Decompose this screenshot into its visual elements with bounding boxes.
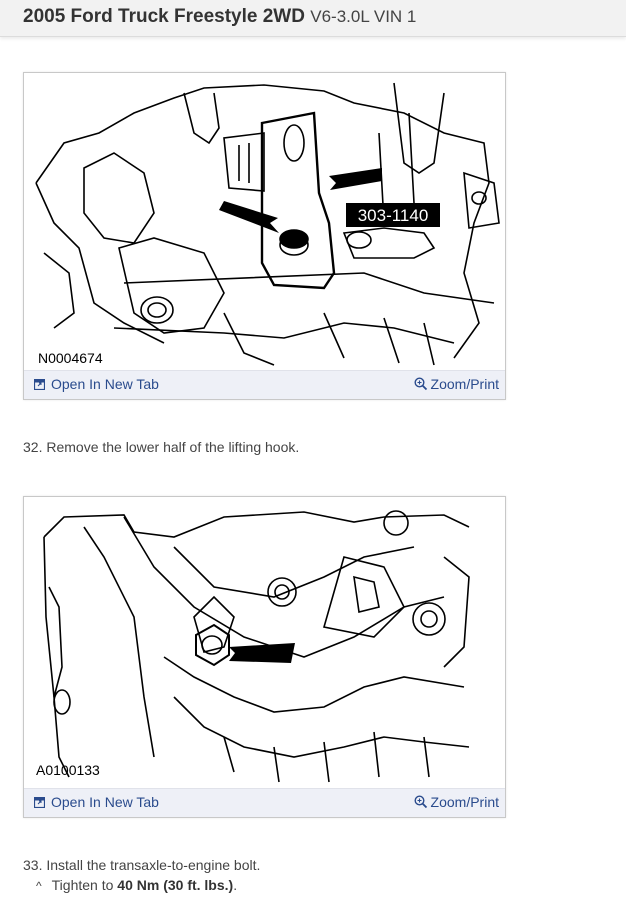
zoom-print-label: Zoom/Print [430,794,499,810]
open-in-new-tab-link[interactable] [34,376,159,392]
page-header [0,0,626,37]
step-33-text: 33. Install the transaxle-to-engine bolt. [23,857,261,873]
substep-marker: ^ [36,879,42,893]
figure-toolbar [24,788,505,817]
figure-lifting-hook [23,72,506,400]
zoom-print-label: Zoom/Print [430,376,499,392]
figure-id-label: A0100133 [36,762,100,778]
zoom-print-link[interactable] [414,794,499,810]
torque-spec: 40 Nm (30 ft. lbs.) [117,877,234,893]
substep-suffix: . [233,877,238,893]
transaxle-bolt-diagram[interactable] [24,497,505,787]
open-in-new-tab-label: Open In New Tab [51,794,159,810]
open-in-new-tab-icon [34,379,45,390]
tool-callout-text: 303-1140 [357,206,429,225]
page-title [23,6,416,28]
zoom-icon [414,795,428,809]
figure-id-label: N0004674 [38,350,103,366]
open-in-new-tab-link[interactable] [34,794,159,810]
zoom-print-link[interactable] [414,376,499,392]
open-in-new-tab-label: Open In New Tab [51,376,159,392]
zoom-icon [414,377,428,391]
figure-transaxle-bolt [23,496,506,818]
vehicle-title: 2005 Ford Truck Freestyle 2WD [23,6,305,27]
substep-prefix: Tighten to [51,877,118,893]
engine-subtitle: V6-3.0L VIN 1 [310,7,417,26]
lifting-hook-diagram[interactable] [24,73,505,369]
figure-toolbar [24,370,505,399]
step-33-substep [36,877,237,893]
step-32-text: 32. Remove the lower half of the lifting hook. [23,439,300,455]
open-in-new-tab-icon [34,797,45,808]
